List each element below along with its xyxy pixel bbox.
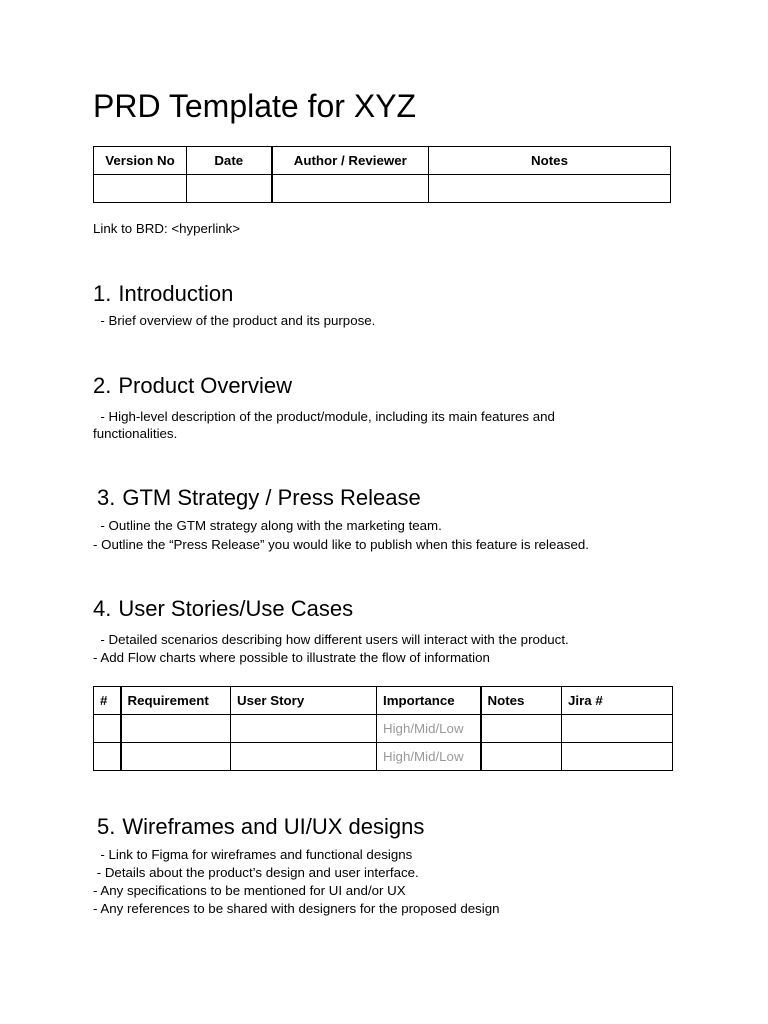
stories-table-cell[interactable] <box>231 743 377 771</box>
importance-cell[interactable]: High/Mid/Low <box>377 715 481 743</box>
stories-table-header: Requirement <box>121 687 231 715</box>
stories-table-cell[interactable] <box>121 715 231 743</box>
section-title: User Stories/Use Cases <box>118 596 354 621</box>
stories-table-header: Jira # <box>562 687 673 715</box>
stories-table-header: # <box>94 687 121 715</box>
version-table-row <box>94 175 671 203</box>
stories-table-cell[interactable] <box>562 743 673 771</box>
section-text: - Details about the product’s design and user interface. <box>93 865 419 880</box>
importance-cell[interactable]: High/Mid/Low <box>377 743 481 771</box>
version-table-header: Author / Reviewer <box>272 147 429 175</box>
version-table-header: Notes <box>429 147 671 175</box>
section-number: 1. <box>93 281 112 306</box>
section-text: - High-level description of the product/module, including its main features and <box>93 409 555 424</box>
version-table-cell[interactable] <box>429 175 671 203</box>
section-number: 2. <box>93 373 112 398</box>
stories-table-cell[interactable] <box>121 743 231 771</box>
stories-table-cell[interactable] <box>231 715 377 743</box>
version-table-header-row <box>94 147 671 175</box>
section-text: - Outline the GTM strategy along with the marketing team. <box>93 518 442 533</box>
section-title: Product Overview <box>118 373 292 398</box>
section-number: 3. <box>97 485 116 510</box>
brd-link[interactable]: Link to BRD: <hyperlink> <box>93 221 241 236</box>
section-heading-gtm-strategy <box>97 484 421 512</box>
section-heading-introduction <box>93 280 233 308</box>
version-table-cell[interactable] <box>272 175 429 203</box>
section-text: - Any specifications to be mentioned for UI and/or UX <box>93 883 406 898</box>
version-table-cell[interactable] <box>94 175 187 203</box>
section-text: - Outline the “Press Release” you would like to publish when this feature is released. <box>93 537 589 552</box>
section-title: Introduction <box>118 281 234 306</box>
document-title: PRD Template for XYZ <box>93 88 417 124</box>
stories-table-header: Importance <box>377 687 481 715</box>
section-number: 4. <box>93 596 112 621</box>
section-text: - Detailed scenarios describing how different users will interact with the product. <box>93 632 569 647</box>
section-text: - Brief overview of the product and its purpose. <box>93 313 376 328</box>
user-stories-table <box>93 686 673 771</box>
section-text: - Link to Figma for wireframes and functional designs <box>93 847 413 862</box>
section-number: 5. <box>97 814 116 839</box>
stories-table-cell[interactable] <box>94 743 121 771</box>
section-heading-user-stories <box>93 595 353 623</box>
stories-table-cell[interactable] <box>562 715 673 743</box>
section-title: Wireframes and UI/UX designs <box>122 814 425 839</box>
stories-table-header: User Story <box>231 687 377 715</box>
stories-table-cell[interactable] <box>481 715 562 743</box>
version-table-header: Date <box>187 147 272 175</box>
section-text: functionalities. <box>93 426 178 441</box>
stories-table-cell[interactable] <box>94 715 121 743</box>
stories-table-header-row <box>94 687 673 715</box>
section-heading-wireframes <box>97 813 424 841</box>
section-text: - Add Flow charts where possible to illustrate the flow of information <box>93 650 490 665</box>
stories-table-cell[interactable] <box>481 743 562 771</box>
table-row <box>94 743 673 771</box>
version-table-header: Version No <box>94 147 187 175</box>
section-text: - Any references to be shared with designers for the proposed design <box>93 901 500 916</box>
table-row <box>94 715 673 743</box>
version-table-cell[interactable] <box>187 175 272 203</box>
stories-table-header: Notes <box>481 687 562 715</box>
section-heading-product-overview <box>93 372 292 400</box>
version-table <box>93 146 671 203</box>
section-title: GTM Strategy / Press Release <box>122 485 421 510</box>
